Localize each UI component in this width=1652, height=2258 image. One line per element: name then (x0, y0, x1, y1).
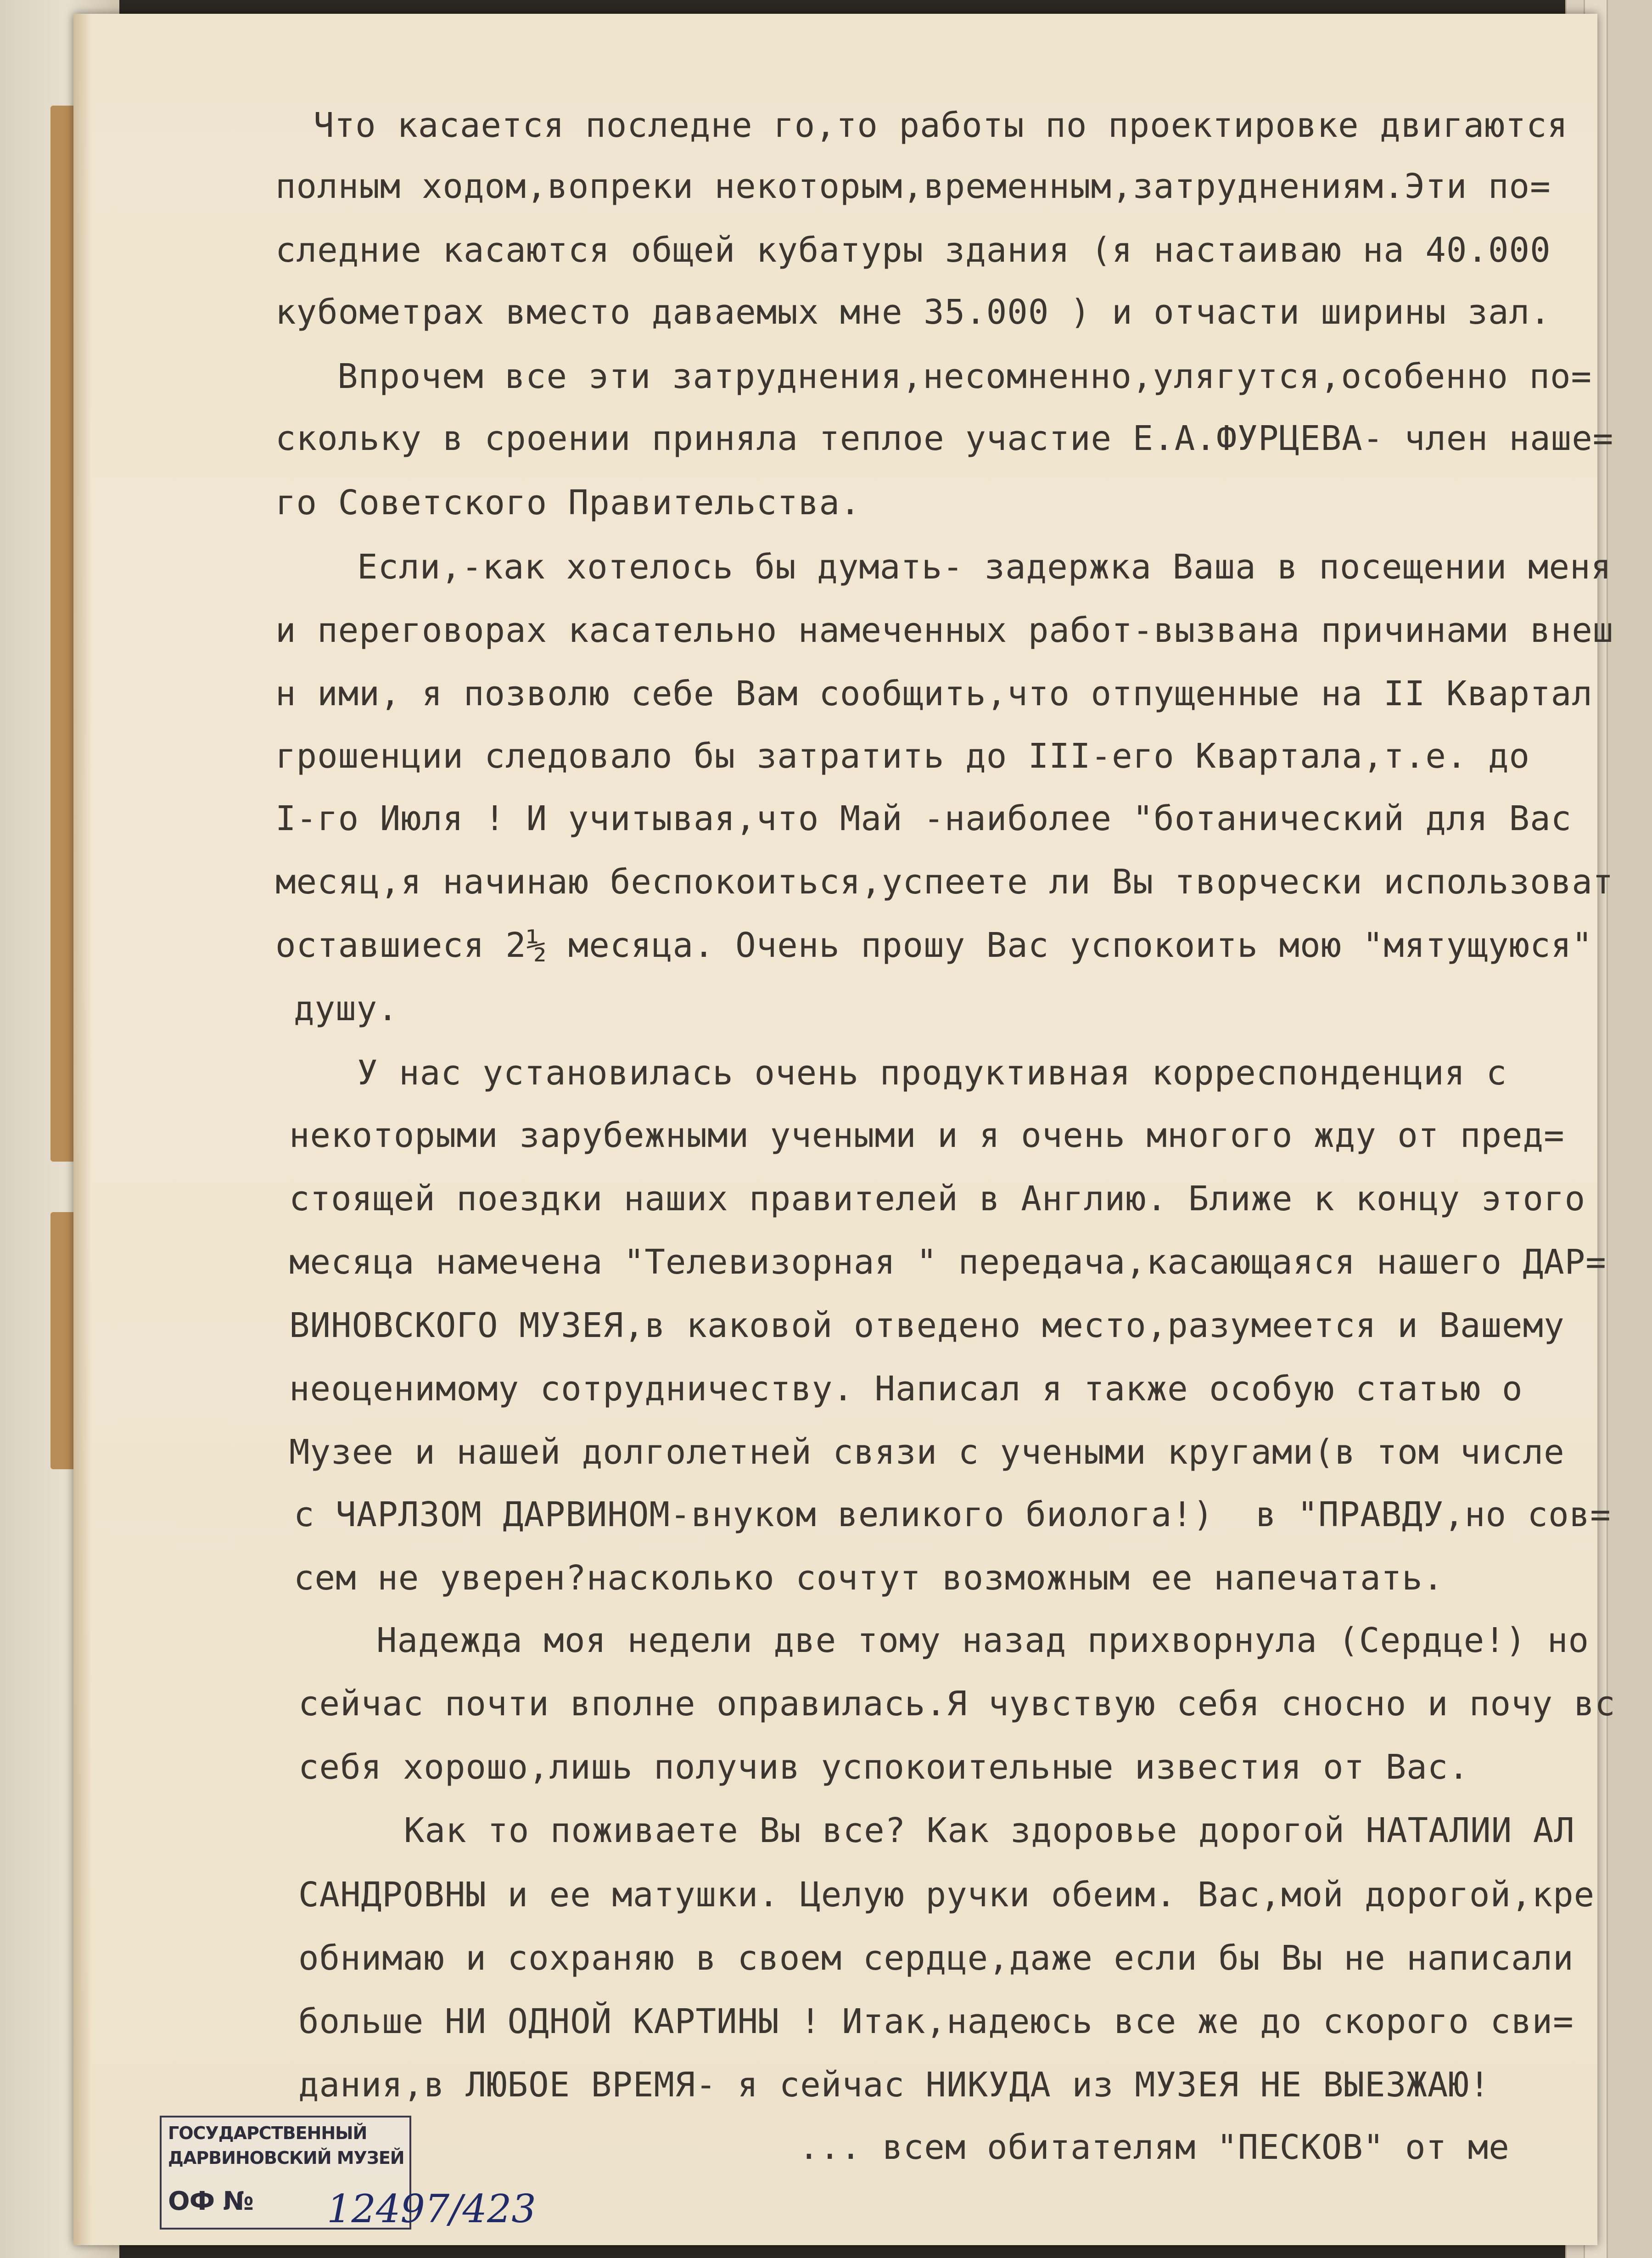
letter-line: скольку в сроении приняла теплое участие Е.А.ФУРЦЕВА- член наше= (275, 419, 1614, 458)
page-stack-edge (1607, 0, 1652, 2258)
stamp-inventory-number: 12497/423 (327, 2186, 536, 2231)
stamp-institution-line1: ГОСУДАРСТВЕННЫЙ (168, 2123, 367, 2143)
stamp-fund-prefix: ОФ № (168, 2186, 254, 2216)
letter-line: кубометрах вместо даваемых мне 35.000 ) и отчасти ширины зал. (275, 292, 1551, 332)
letter-line: стоящей поездки наших правителей в Англию. Ближе к концу этого (289, 1179, 1586, 1219)
letter-line: с ЧАРЛЗОМ ДАРВИНОМ-внуком великого биолога!) в "ПРАВДУ,но сов= (294, 1495, 1611, 1534)
letter-line: I-го Июля ! И учитывая,что Май -наиболее "ботанический для Вас (275, 799, 1572, 838)
letter-line: Что касается последне го,то работы по проектировке двигаются (314, 106, 1568, 145)
archive-stamp (160, 2116, 536, 2231)
letter-line: душу. (294, 989, 398, 1028)
letter-line: Если,-как хотелось бы думать- задержка Ваша в посещении меня (357, 547, 1612, 587)
letter-line: неоценимому сотрудничеству. Написал я также особую статью о (289, 1369, 1523, 1409)
letter-page (73, 14, 1616, 2245)
letter-line: сейчас почти вполне оправилась.Я чувствую себя сносно и почу вс (298, 1684, 1616, 1724)
letter-line: больше НИ ОДНОЙ КАРТИНЫ ! Итак,надеюсь все же до скорого сви= (298, 2002, 1574, 2041)
letter-line: обнимаю и сохраняю в своем сердце,даже если бы Вы не написали (298, 1938, 1574, 1978)
letter-line: сем не уверен?насколько сочтут возможным ее напечатать. (294, 1558, 1444, 1598)
letter-line: Впрочем все эти затруднения,несомненно,улягутся,особенно по= (337, 357, 1592, 396)
letter-line: полным ходом,вопреки некоторым,временным,затруднениям.Эти по= (275, 167, 1551, 206)
letter-line: го Советского Правительства. (275, 483, 861, 522)
letter-line: ВИНОВСКОГО МУЗЕЯ,в каковой отведено место,разумеется и Вашему (289, 1306, 1565, 1345)
letter-line: месяца намечена "Телевизорная " передача,касающаяся нашего ДАР= (289, 1242, 1607, 1282)
letter-line: САНДРОВНЫ и ее матушки. Целую ручки обеим. Вас,мой дорогой,кре (298, 1875, 1595, 1915)
letter-line: себя хорошо,лишь получив успокоительные известия от Вас. (298, 1747, 1469, 1787)
letter-line: ... всем обитателям "ПЕСКОВ" от ме (799, 2128, 1510, 2167)
letter-line: Надежда моя недели две тому назад прихворнула (Сердце!) но (376, 1621, 1590, 1660)
letter-line: н ими, я позволю себе Вам сообщить,что отпущенные на II Квартал (275, 674, 1593, 713)
letter-line: и переговорах касательно намеченных работ-вызвана причинами внеш (275, 611, 1614, 650)
letter-line: У нас установилась очень продуктивная корреспонденция с (357, 1053, 1507, 1093)
letter-line: дания,в ЛЮБОЕ ВРЕМЯ- я сейчас НИКУДА из МУЗЕЯ НЕ ВЫЕЗЖАЮ! (298, 2065, 1490, 2105)
stamp-institution-line2: ДАРВИНОВСКИЙ МУЗЕЙ (168, 2148, 404, 2168)
letter-line: Музее и нашей долголетней связи с учеными кругами(в том числе (289, 1432, 1565, 1472)
letter-line: Как то поживаете Вы все? Как здоровье дорогой НАТАЛИИ АЛ (404, 1811, 1575, 1850)
letter-line: грошенции следовало бы затратить до III-его Квартала,т.е. до (275, 736, 1530, 776)
letter-line: следние касаются общей кубатуры здания (я настаиваю на 40.000 (275, 230, 1551, 270)
letter-line: оставшиеся 2½ месяца. Очень прошу Вас успокоить мою "мятущуюся" (275, 926, 1593, 965)
letter-line: некоторыми зарубежными учеными и я очень многого жду от пред= (289, 1116, 1565, 1155)
letter-line: месяц,я начинаю беспокоиться,успеете ли Вы творчески использоват (275, 862, 1614, 902)
